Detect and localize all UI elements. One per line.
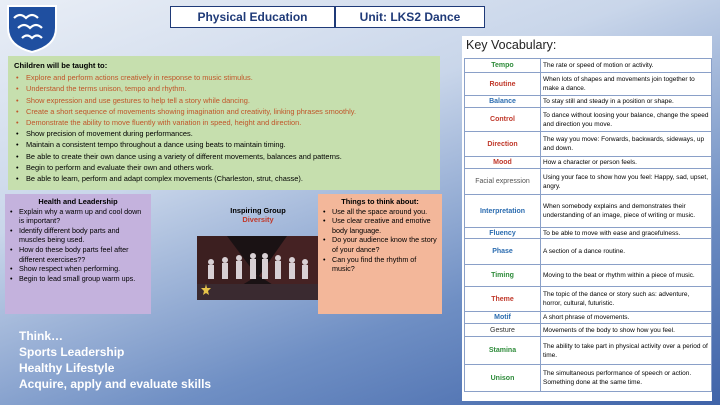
vocab-term: Gesture	[465, 324, 541, 337]
vocab-row	[465, 96, 712, 108]
taught-item: • Begin to perform and evaluate their own and others work.	[14, 162, 434, 173]
vocab-term: Mood	[465, 157, 541, 169]
vocab-row	[465, 337, 712, 365]
vocab-row	[465, 157, 712, 169]
health-item: • Show respect when performing.	[9, 264, 147, 274]
health-item: • Identify different body parts and muscles being used.	[9, 226, 147, 245]
taught-item: • Understand the terms unison, tempo and rhythm.	[14, 83, 434, 94]
taught-item: • Maintain a consistent tempo throughout a dance using beats to maintain timing.	[14, 139, 434, 150]
vocab-row	[465, 73, 712, 96]
vocab-def: The way you move: Forwards, backwards, sideways, up and down.	[541, 132, 712, 157]
vocab-def: The topic of the dance or story such as: adventure, horror, cultural, futuristic.	[541, 287, 712, 312]
taught-item: • Be able to create their own dance using a variety of different movements, balances and patterns.	[14, 151, 434, 162]
vocab-term: Tempo	[465, 59, 541, 73]
things-to-think-panel	[318, 194, 442, 314]
vocab-term: Balance	[465, 96, 541, 108]
taught-item: • Be able to learn, perform and adapt complex movements (Charleston, strut, chasse).	[14, 173, 434, 184]
vocab-row	[465, 324, 712, 337]
vocab-def: Moving to the beat or rhythm within a piece of music.	[541, 265, 712, 287]
vocab-table	[464, 58, 712, 392]
vocab-term: Fluency	[465, 228, 541, 239]
school-crest-logo	[4, 2, 60, 54]
vocab-def: To dance without loosing your balance, change the speed and direction you move.	[541, 108, 712, 132]
vocab-row	[465, 287, 712, 312]
taught-panel	[8, 56, 440, 190]
vocab-term: Unison	[465, 365, 541, 392]
taught-item: • Show precision of movement during performances.	[14, 128, 434, 139]
inspire-heading: Inspiring Group	[230, 206, 286, 215]
vocab-term: Motif	[465, 312, 541, 324]
vocab-row	[465, 228, 712, 239]
vocab-def: The rate or speed of motion or activity.	[541, 59, 712, 73]
taught-heading: Children will be taught to:	[14, 61, 108, 70]
vocab-row	[465, 59, 712, 73]
taught-item: • Explore and perform actions creatively in response to music stimulus.	[14, 72, 434, 83]
vocab-def: Using your face to show how you feel: Happy, sad, upset, angry.	[541, 169, 712, 195]
vocab-term: Direction	[465, 132, 541, 157]
inspiring-group	[198, 206, 318, 224]
vocab-def: How a character or person feels.	[541, 157, 712, 169]
vocab-def: To be able to move with ease and gracefulness.	[541, 228, 712, 239]
vocab-row	[465, 365, 712, 392]
vocab-term: Timing	[465, 265, 541, 287]
vocab-row	[465, 169, 712, 195]
think-line: Healthy Lifestyle	[19, 361, 115, 375]
vocab-def: The simultaneous performance of speech or action. Something done at the same time.	[541, 365, 712, 392]
vocab-def: When somebody explains and demonstrates their understanding of an image, piece of writing or music.	[541, 195, 712, 228]
taught-item: • Create a short sequence of movements showing imagination and creativity, linking phrases smoothly.	[14, 106, 434, 117]
vocab-term: Control	[465, 108, 541, 132]
vocab-row	[465, 239, 712, 265]
things-item: • Do your audience know the story of your dance?	[322, 235, 438, 254]
vocab-term: Theme	[465, 287, 541, 312]
taught-item: • Show expression and use gestures to help tell a story while dancing.	[14, 95, 434, 106]
vocab-row	[465, 195, 712, 228]
health-heading: Health and Leadership	[38, 197, 118, 206]
health-item: • Begin to lead small group warm ups.	[9, 274, 147, 284]
vocab-row	[465, 265, 712, 287]
things-item: • Use all the space around you.	[322, 207, 438, 217]
things-item: • Can you find the rhythm of music?	[322, 255, 438, 274]
vocab-row	[465, 108, 712, 132]
vocab-def: When lots of shapes and movements join together to make a dance.	[541, 73, 712, 96]
vocab-row	[465, 132, 712, 157]
think-line: Think…	[19, 329, 63, 343]
think-line: Sports Leadership	[19, 345, 125, 359]
subject-title: Physical Education	[170, 6, 335, 28]
vocab-def: To stay still and steady in a position or shape.	[541, 96, 712, 108]
health-leadership-panel	[5, 194, 151, 314]
vocab-title: Key Vocabulary:	[466, 38, 557, 52]
things-heading: Things to think about:	[341, 197, 419, 206]
taught-item: • Demonstrate the ability to move fluently with variation in speed, height and direction.	[14, 117, 434, 128]
vocab-term: Routine	[465, 73, 541, 96]
health-item: • Explain why a warm up and cool down is important?	[9, 207, 147, 226]
key-vocabulary-panel	[462, 36, 712, 401]
vocab-def: The ability to take part in physical activity over a period of time.	[541, 337, 712, 365]
inspire-group-name: Diversity	[242, 215, 274, 224]
think-summary	[19, 328, 211, 392]
vocab-def: Movements of the body to show how you feel.	[541, 324, 712, 337]
things-item: • Use clear creative and emotive body language.	[322, 216, 438, 235]
vocab-term: Interpretation	[465, 195, 541, 228]
health-item: • How do these body parts feel after different exercises??	[9, 245, 147, 264]
vocab-def: A section of a dance routine.	[541, 239, 712, 265]
unit-title: Unit: LKS2 Dance	[335, 6, 485, 28]
vocab-term: Facial expression	[465, 169, 541, 195]
vocab-term: Phase	[465, 239, 541, 265]
vocab-row	[465, 312, 712, 324]
vocab-term: Stamina	[465, 337, 541, 365]
vocab-def: A short phrase of movements.	[541, 312, 712, 324]
think-line: Acquire, apply and evaluate skills	[19, 377, 212, 391]
dance-group-photo	[197, 236, 319, 300]
